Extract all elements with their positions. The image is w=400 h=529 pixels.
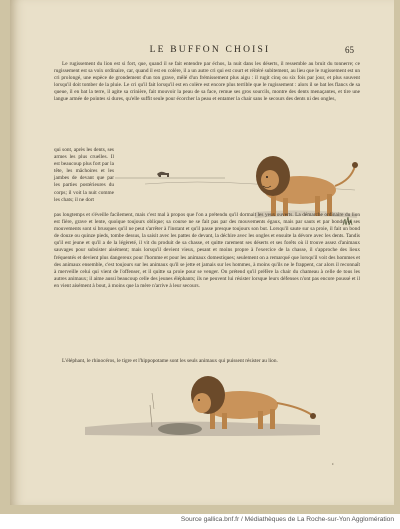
running-title: LE BUFFON CHOISI	[149, 45, 271, 55]
lion-with-prey-illustration	[80, 365, 330, 450]
book-page	[10, 0, 394, 505]
page-number: 65	[345, 45, 354, 55]
source-attribution: Source gallica.bnf.fr / Médiathèques de La Roche-sur-Yon Agglomération	[180, 516, 394, 523]
page-header	[10, 45, 394, 57]
body-paragraph-4: L'éléphant, le rhinocéros, le tigre et l'hippopotame sont les seuls animaux qui puissent résister au lion.	[62, 358, 278, 364]
page-marker: ᵍ	[332, 463, 334, 468]
body-paragraph-1: Le rugissement du lion est si fort, que, quand il se fait entendre par échos, la nuit dans les déserts, il ressemble au bruit du tonnerre; ce rugissement est sa voix ordinaire, car, quand il est en colère, il a un autre cri qui est court et réitéré subitement, au lieu que le rugissement est un cri prolongé, une espèce de grondement d'un ton grave, mêlé d'un frémissement plus aigu : il rugit cinq ou six fois par jour, et plus souvent lorsqu'il doit tomber de la pluie. Le cri qu'il fait lorsqu'il est en colère est encore plus terrible que le rugissement : alors il se bat les flancs de sa queue, il en bat la terre, il agite sa crinière, fait mouvoir la peau de sa face, remue ses gros sourcils, montre des dents menaçantes, et tire une langue armée de pointes si dures, qu'elle suffit seule pour écorcher la peau et entamer la chair sans le secours des dents ni des ongles,	[54, 61, 360, 103]
body-paragraph-2: qui sont, après les dents, ses armes les plus cruelles. Il est beaucoup plus fort par la tête, les mâchoires et les jambes de devant que par les parties postérieures du corps; il voit la nuit comme les chats; il ne dort	[54, 147, 114, 203]
body-paragraph-3: pas longtemps et s'éveille facilement, mais c'est mal à propos que l'on a prétendu qu'il dormait les yeux ouverts. La démarche ordinaire du lion est fière, grave et lente, quoique toujours oblique; sa course ne se fait pas par des mouvements égaux, mais par sauts et par bonds, et ses mouvements sont si brusques qu'il ne peut s'arrêter à l'instant et qu'il passe presque toujours son but. Lorsqu'il saute sur sa proie, il fait un bond de douze ou quinze pieds, tombe dessus, la saisit avec les pattes de devant, la déchire avec les ongles et ensuite la dévore avec les dents. Tandis qu'il est jeune et qu'il a de la légèreté, il vit du produit de sa chasse, et quitte rarement ses déserts et ses forêts où il trouve assez d'animaux sauvages pour subsister aisément; mais lorsqu'il devient vieux, pesant et moins propre à l'exercice de la chasse, il s'approche des lieux fréquentés et devient plus dangereux pour l'homme et pour les animaux domestiques; seulement on a remarqué que lorsqu'il voit des hommes et des animaux ensemble, c'est toujours sur les animaux qu'il se jette et jamais sur les hommes, à moins qu'ils ne le frappent, car alors il reconnaît à merveille celui qui vient de l'offenser, et il quitte sa proie pour se venger. On prétend qu'il préfère la chair du chameau à celle de tous les autres animaux; il aime aussi beaucoup celle des jeunes éléphants; ils ne peuvent lui résister lorsque leurs défenses n'ont pas encore poussé et il en vient aisément à bout, à moins que la mère n'arrive à leur secours.	[54, 212, 360, 289]
